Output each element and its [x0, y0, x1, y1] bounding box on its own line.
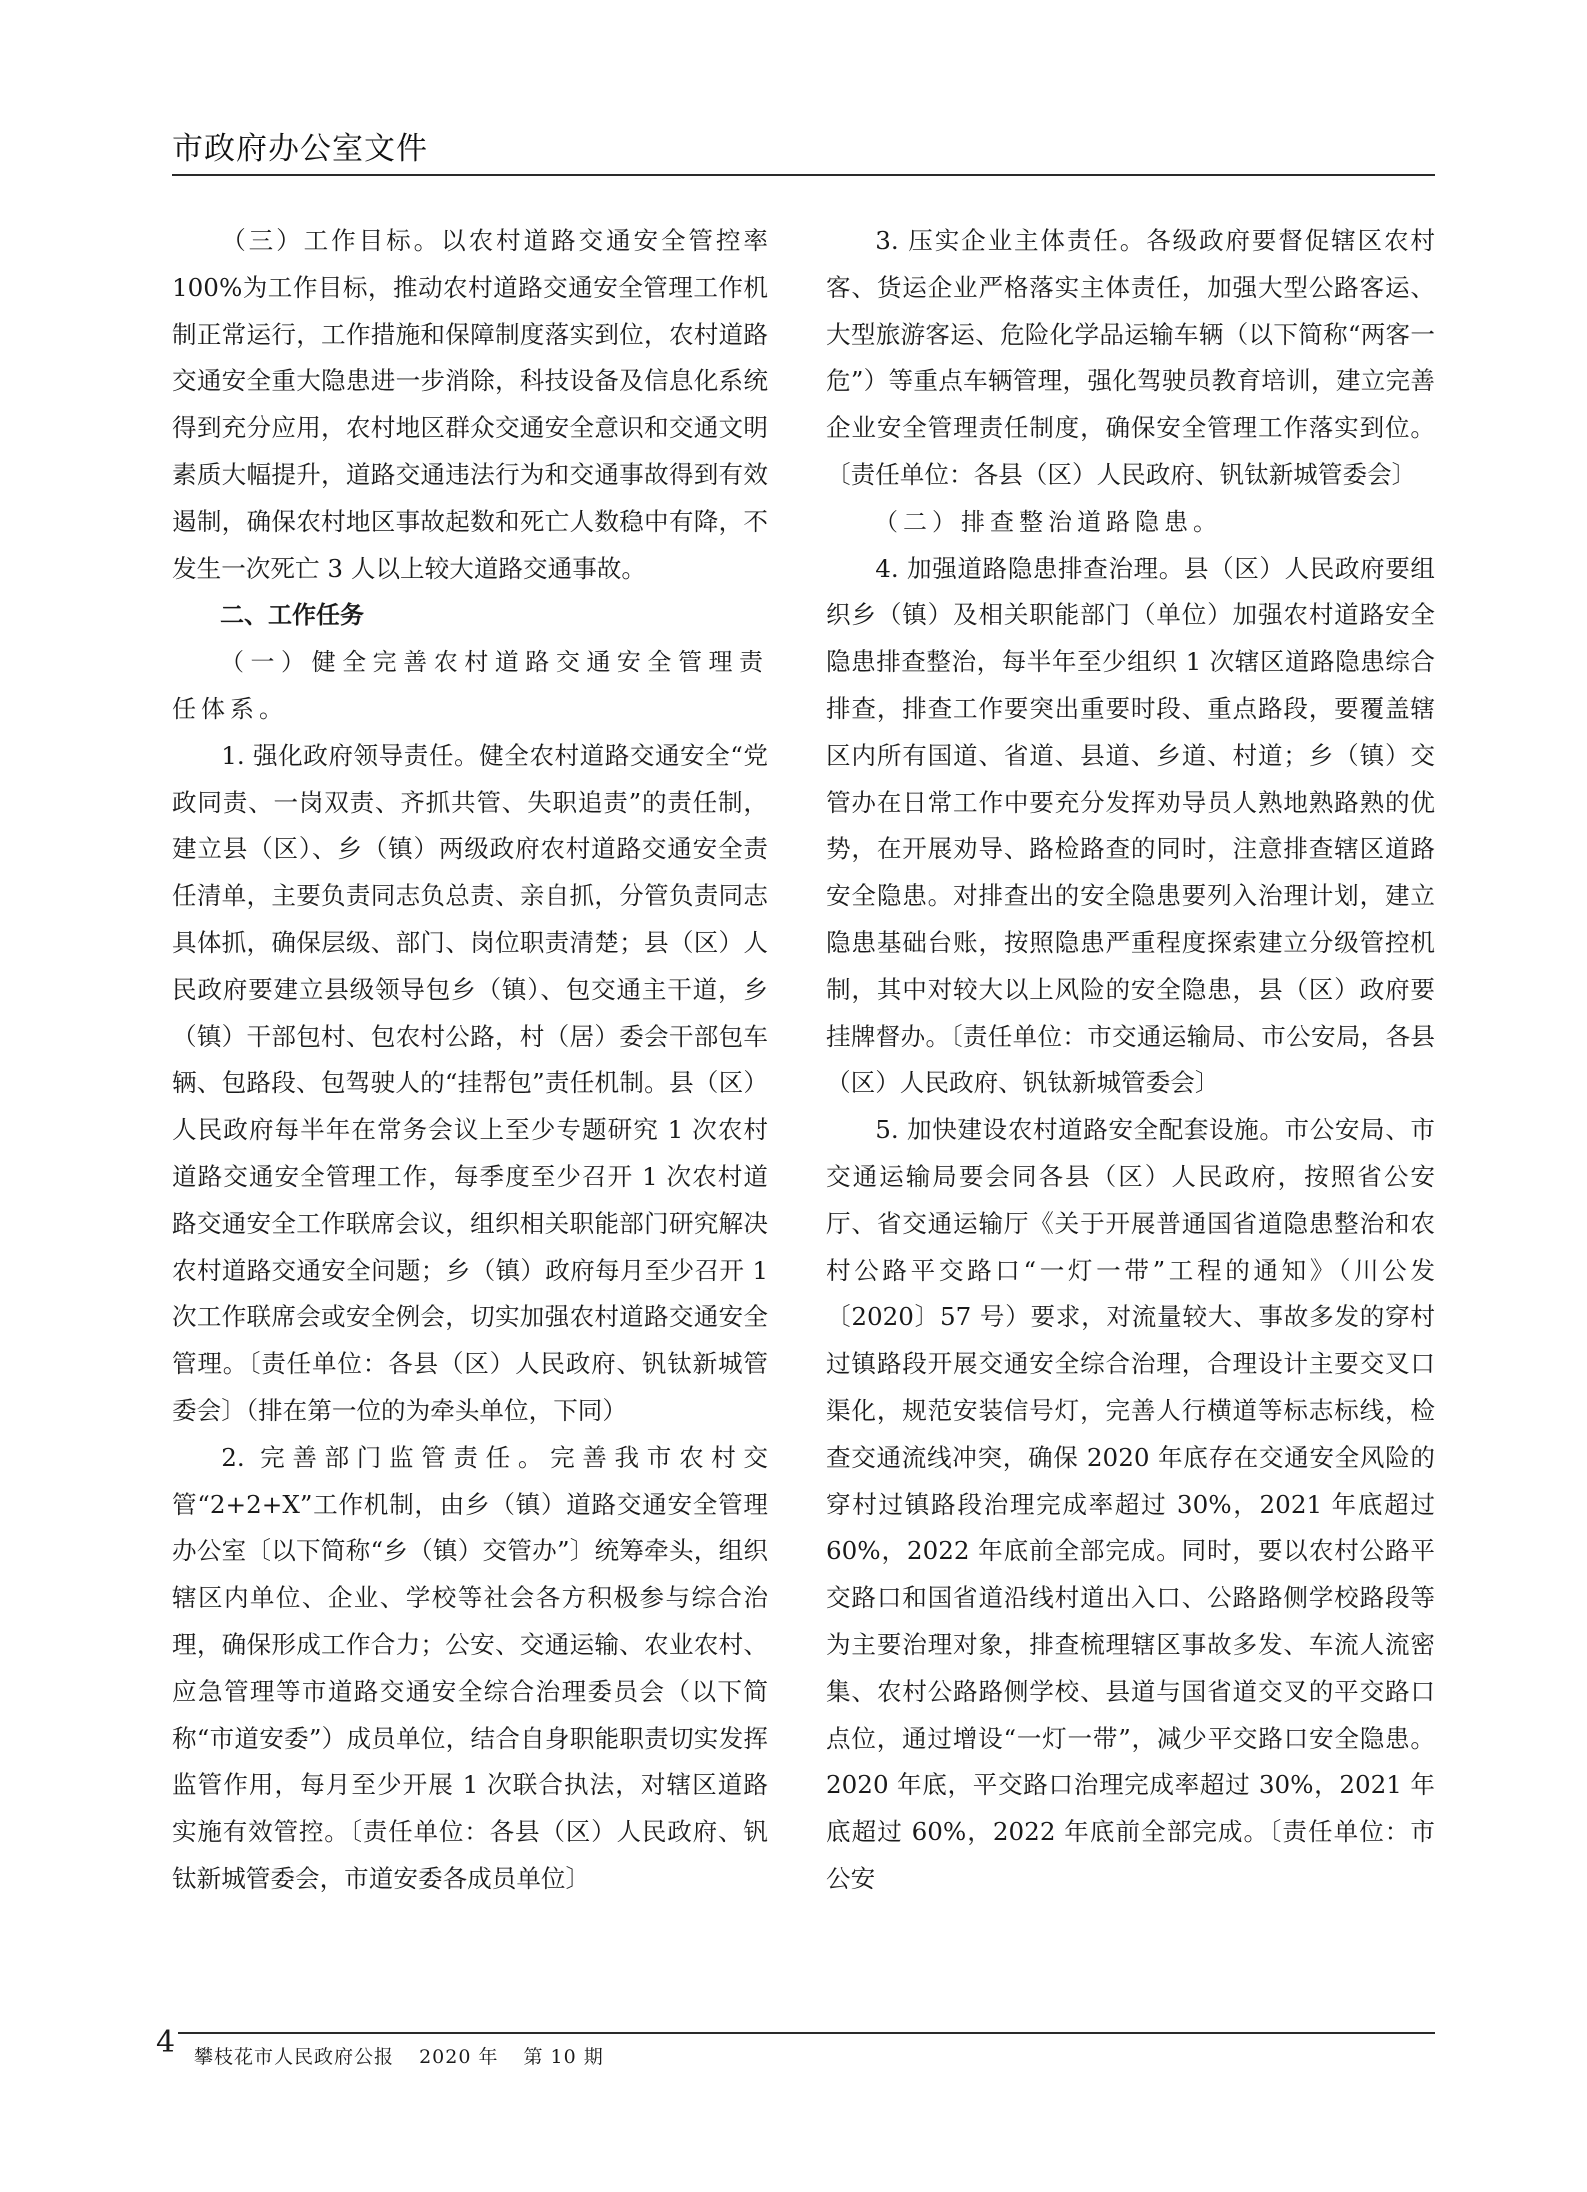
paragraph-item-2: 2. 完善部门监管责任。完善我市农村交管“2+2+X”工作机制，由乡（镇）道路交通安全管理办公室〔以下简称“乡（镇）交管办”〕统筹牵头，组织辖区内单位、企业、学校等社会各方积极参与综合治理，确保形成工作合力；公安、交通运输、农业农村、应急管理等市道路交通安全综合治理委员会（以下简称“市道安委”）成员单位，结合自身职能职责切实发挥监管作用，每月至少开展 1 次联合执法，对辖区道路实施有效管控。〔责任单位：各县（区）人民政府、钒钛新城管委会，市道安委各成员单位〕 — [172, 1442, 768, 1893]
sub-heading-responsibility-system: （一）健全完善农村道路交通安全管理责任体系。 — [172, 648, 768, 723]
paragraph-item-3: 3. 压实企业主体责任。各级政府要督促辖区农村客、货运企业严格落实主体责任，加强大型公路客运、大型旅游客运、危险化学品运输车辆（以下简称“两客一危”）等重点车辆管理，强化驾驶员教育培训，建立完善企业安全管理责任制度，确保安全管理工作落实到位。〔责任单位：各县（区）人民政府、钒钛新城管委会〕 — [826, 226, 1435, 489]
left-column — [172, 218, 768, 1903]
paragraph-item-5: 5. 加快建设农村道路安全配套设施。市公安局、市交通运输局要会同各县（区）人民政府，按照省公安厅、省交通运输厅《关于开展普通国省道隐患整治和农村公路平交路口“一灯一带”工程的通知》（川公发〔2020〕57 号）要求，对流量较大、事故多发的穿村过镇路段开展交通安全综合治理，合理设计主要交叉口渠化，规范安装信号灯，完善人行横道等标志标线，检查交通流线冲突，确保 2020 年底存在交通安全风险的穿村过镇路段治理完成率超过 30%，2021 年底超过 60%，2022 年底前全部完成。同时，要以农村公路平交路口和国省道沿线村道出入口、公路路侧学校路段等为主要治理对象，排查梳理辖区事故多发、车流人流密集、农村公路路侧学校、县道与国省道交叉的平交路口点位，通过增设“一灯一带”，减少平交路口安全隐患。2020 年底，平交路口治理完成率超过 30%，2021 年底超过 60%，2022 年底前全部完成。〔责任单位：市公安 — [826, 1115, 1435, 1893]
paragraph-work-goal: （三）工作目标。以农村道路交通安全管控率100%为工作目标，推动农村道路交通安全管理工作机制正常运行，工作措施和保障制度落实到位，农村道路交通安全重大隐患进一步消除，科技设备及信息化系统得到充分应用，农村地区群众交通安全意识和交通文明素质大幅提升，道路交通违法行为和交通事故得到有效遏制，确保农村地区事故起数和死亡人数稳中有降，不发生一次死亡 3 人以上较大道路交通事故。 — [172, 226, 768, 583]
page-footer — [156, 2020, 1435, 2066]
journal-info — [194, 2042, 622, 2069]
publication-name: 攀枝花市人民政府公报 — [194, 2046, 395, 2068]
paragraph-item-1: 1. 强化政府领导责任。健全农村道路交通安全“党政同责、一岗双责、齐抓共管、失职追责”的责任制，建立县（区）、乡（镇）两级政府农村道路交通安全责任清单，主要负责同志负总责、亲自抓，分管负责同志具体抓，确保层级、部门、岗位职责清楚；县（区）人民政府要建立县级领导包乡（镇）、包交通主干道，乡（镇）干部包村、包农村公路，村（居）委会干部包车辆、包路段、包驾驶人的“挂帮包”责任机制。县（区）人民政府每半年在常务会议上至少专题研究 1 次农村道路交通安全管理工作，每季度至少召开 1 次农村道路交通安全工作联席会议，组织相关职能部门研究解决农村道路交通安全问题；乡（镇）政府每月至少召开 1 次工作联席会或安全例会，切实加强农村道路交通安全管理。〔责任单位：各县（区）人民政府、钒钛新城管委会〕（排在第一位的为牵头单位，下同） — [172, 740, 768, 1425]
sub-heading-road-hazards: （二）排查整治道路隐患。 — [874, 507, 1222, 536]
paragraph-item-4: 4. 加强道路隐患排查治理。县（区）人民政府要组织乡（镇）及相关职能部门（单位）加强农村道路安全隐患排查整治，每半年至少组织 1 次辖区道路隐患综合排查，排查工作要突出重要时段、重点路段，要覆盖辖区内所有国道、省道、县道、乡道、村道；乡（镇）交管办在日常工作中要充分发挥劝导员人熟地熟路熟的优势，在开展劝导、路检路查的同时，注意排查辖区道路安全隐患。对排查出的安全隐患要列入治理计划，建立隐患基础台账，按照隐患严重程度探索建立分级管控机制，其中对较大以上风险的安全隐患，县（区）政府要挂牌督办。〔责任单位：市交通运输局、市公安局，各县（区）人民政府、钒钛新城管委会〕 — [826, 553, 1435, 1098]
section-heading-work-tasks: 二、工作任务 — [220, 601, 364, 630]
right-column — [826, 218, 1435, 1903]
section-title: 市政府办公室文件 — [172, 131, 428, 167]
page-header — [172, 128, 1435, 176]
page-number: 4 — [156, 2025, 176, 2060]
footer-rule — [178, 2032, 1435, 2034]
publication-issue: 第 10 期 — [523, 2046, 604, 2068]
publication-year: 2020 年 — [419, 2046, 499, 2068]
